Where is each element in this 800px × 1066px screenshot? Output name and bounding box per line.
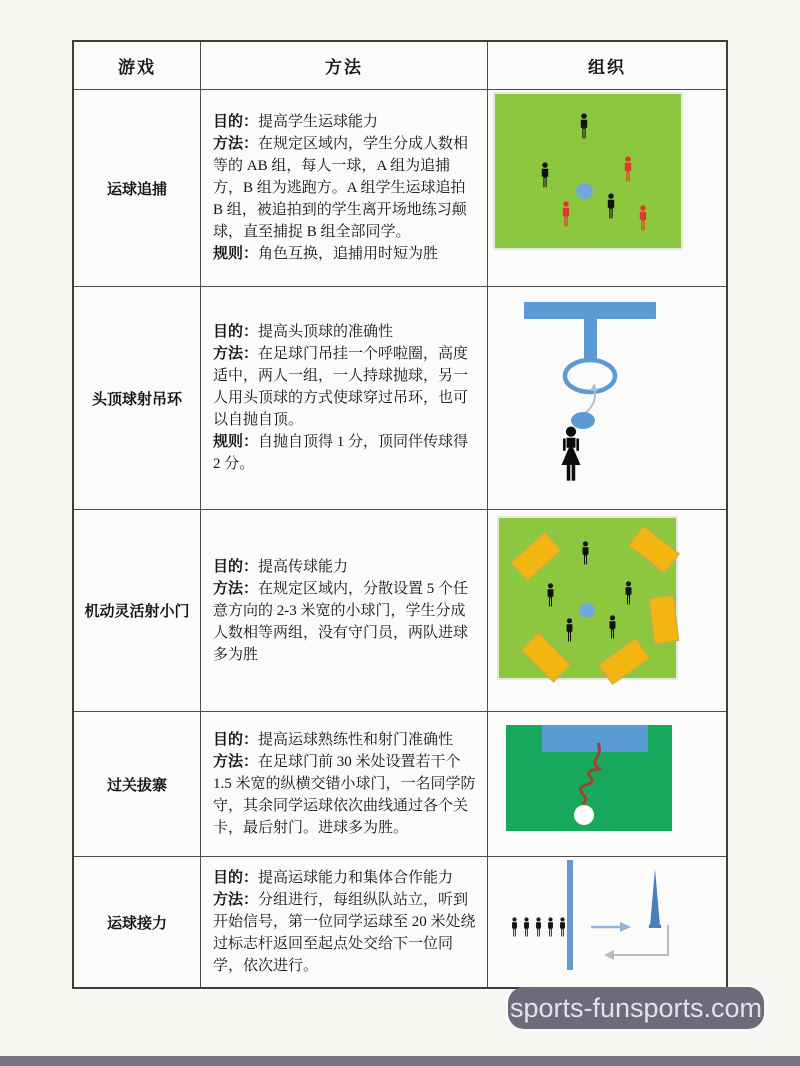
- rule-text: 自抛自顶得 1 分，顶同伴传球得 2 分。: [213, 434, 469, 472]
- return-path-arrow-icon: [601, 920, 675, 964]
- game-name-cell: 头顶球射吊环: [74, 287, 201, 510]
- method-line: [213, 578, 479, 666]
- header-cell-method: 方法: [201, 42, 488, 90]
- throw-arrow-icon: [580, 383, 606, 415]
- ball-icon: [574, 805, 594, 825]
- purpose-label: 目的：: [213, 732, 259, 748]
- chase-field-diagram: [493, 92, 683, 250]
- method-label: 方法：: [213, 346, 259, 362]
- purpose-label: 目的：: [213, 324, 259, 340]
- watermark-pill: [508, 987, 764, 1029]
- player-icon: [556, 426, 586, 484]
- method-line: [213, 751, 479, 839]
- purpose-line: [213, 321, 479, 343]
- method-text: 在足球门吊挂一个呼啦圈，高度适中，两人一组，一人持球抛球，另一人用头顶球的方式使球穿过吊环，也可以自抛自顶。: [213, 346, 469, 428]
- organization-cell: [488, 857, 726, 987]
- player-black-icon: [546, 917, 555, 937]
- hanger-bar-icon: [584, 319, 597, 359]
- method-label: 方法：: [213, 754, 259, 770]
- organization-cell: [488, 287, 726, 510]
- method-label: 方法：: [213, 136, 259, 152]
- header-cell-game: 游戏: [74, 42, 201, 90]
- method-cell: [201, 90, 488, 287]
- player-black-icon: [522, 917, 531, 937]
- method-cell: [201, 712, 488, 857]
- player-red-icon: [637, 205, 649, 231]
- method-label: 方法：: [213, 580, 259, 597]
- game-name-cell: 过关拔寨: [74, 712, 201, 857]
- player-black-icon: [580, 541, 591, 565]
- organization-cell: [488, 510, 726, 712]
- method-cell: [201, 287, 488, 510]
- mini-goal-icon: [511, 532, 562, 581]
- start-line-icon: [567, 860, 573, 970]
- player-black-icon: [605, 193, 617, 219]
- player-black-icon: [607, 615, 618, 639]
- game-name-cell: 运球追捕: [74, 90, 201, 287]
- method-cell: [201, 510, 488, 712]
- player-black-icon: [534, 917, 543, 937]
- mini-goal-icon: [598, 638, 650, 685]
- player-black-icon: [558, 917, 567, 937]
- player-red-icon: [560, 201, 572, 227]
- hoop-diagram: [496, 295, 676, 500]
- purpose-line: [213, 556, 479, 578]
- method-line: [213, 343, 479, 431]
- method-line: [213, 889, 479, 977]
- rule-line: [213, 243, 479, 265]
- purpose-text: 提高传球能力: [258, 558, 349, 575]
- purpose-text: 提高头顶球的准确性: [258, 324, 394, 340]
- method-label: 方法：: [213, 892, 259, 908]
- player-black-icon: [539, 162, 551, 188]
- relay-diagram: [501, 860, 701, 975]
- game-name-cell: 机动灵活射小门: [74, 510, 201, 712]
- mini-goals-field-diagram: [497, 516, 678, 680]
- purpose-text: 提高学生运球能力: [258, 114, 379, 130]
- purpose-line: [213, 729, 479, 751]
- purpose-text: 提高运球能力和集体合作能力: [258, 870, 454, 886]
- method-text: 在规定区域内，分散设置 5 个任意方向的 2-3 米宽的小球门，学生分成人数相等两组，没有守门员，两队进球多为胜: [213, 580, 469, 663]
- purpose-line: [213, 111, 479, 133]
- watermark-text: sports-funsports.com: [509, 992, 763, 1023]
- rule-line: [213, 431, 479, 475]
- mini-goal-icon: [628, 525, 680, 573]
- rule-text: 角色互换，追捕用时短为胜: [258, 246, 439, 262]
- ball-icon: [576, 183, 593, 199]
- method-text: 在规定区域内，学生分成人数相等的 AB 组，每人一球，A 组为追捕方，B 组为逃跑方。A 组学生运球追拍 B 组，被追拍到的学生离开场地练习颠球，直至捕捉 B 组全部同学。: [213, 136, 469, 240]
- header-cell-organization: 组织: [488, 42, 726, 90]
- purpose-line: [213, 867, 479, 889]
- organization-cell: [488, 712, 726, 857]
- method-text: 在足球门前 30 米处设置若干个 1.5 米宽的纵横交错小球门，一名同学防守，其余同学运球依次曲线通过各个关卡，最后射门。进球多为胜。: [213, 754, 476, 836]
- method-line: [213, 133, 479, 243]
- method-text: 分组进行，每组纵队站立，听到开始信号，第一位同学运球至 20 米处绕过标志杆返回至起点处交给下一位同学，依次进行。: [213, 892, 476, 974]
- organization-cell: [488, 90, 726, 287]
- method-cell: [201, 857, 488, 987]
- player-black-icon: [578, 113, 590, 139]
- rule-label: 规则：: [213, 246, 259, 262]
- bottom-bar: [0, 1056, 800, 1066]
- slalom-pitch-diagram: [506, 725, 672, 831]
- purpose-label: 目的：: [213, 558, 259, 575]
- crossbar-icon: [524, 302, 656, 319]
- player-black-icon: [623, 581, 634, 605]
- game-name-cell: 运球接力: [74, 857, 201, 987]
- player-black-icon: [510, 917, 519, 937]
- games-table: [72, 40, 728, 989]
- player-black-icon: [564, 618, 575, 642]
- rule-label: 规则：: [213, 434, 259, 450]
- purpose-label: 目的：: [213, 114, 259, 130]
- mini-goal-icon: [649, 595, 679, 644]
- purpose-text: 提高运球熟练性和射门准确性: [258, 732, 454, 748]
- player-red-icon: [622, 156, 634, 182]
- player-black-icon: [545, 583, 556, 607]
- purpose-label: 目的：: [213, 870, 259, 886]
- ball-icon: [579, 603, 595, 618]
